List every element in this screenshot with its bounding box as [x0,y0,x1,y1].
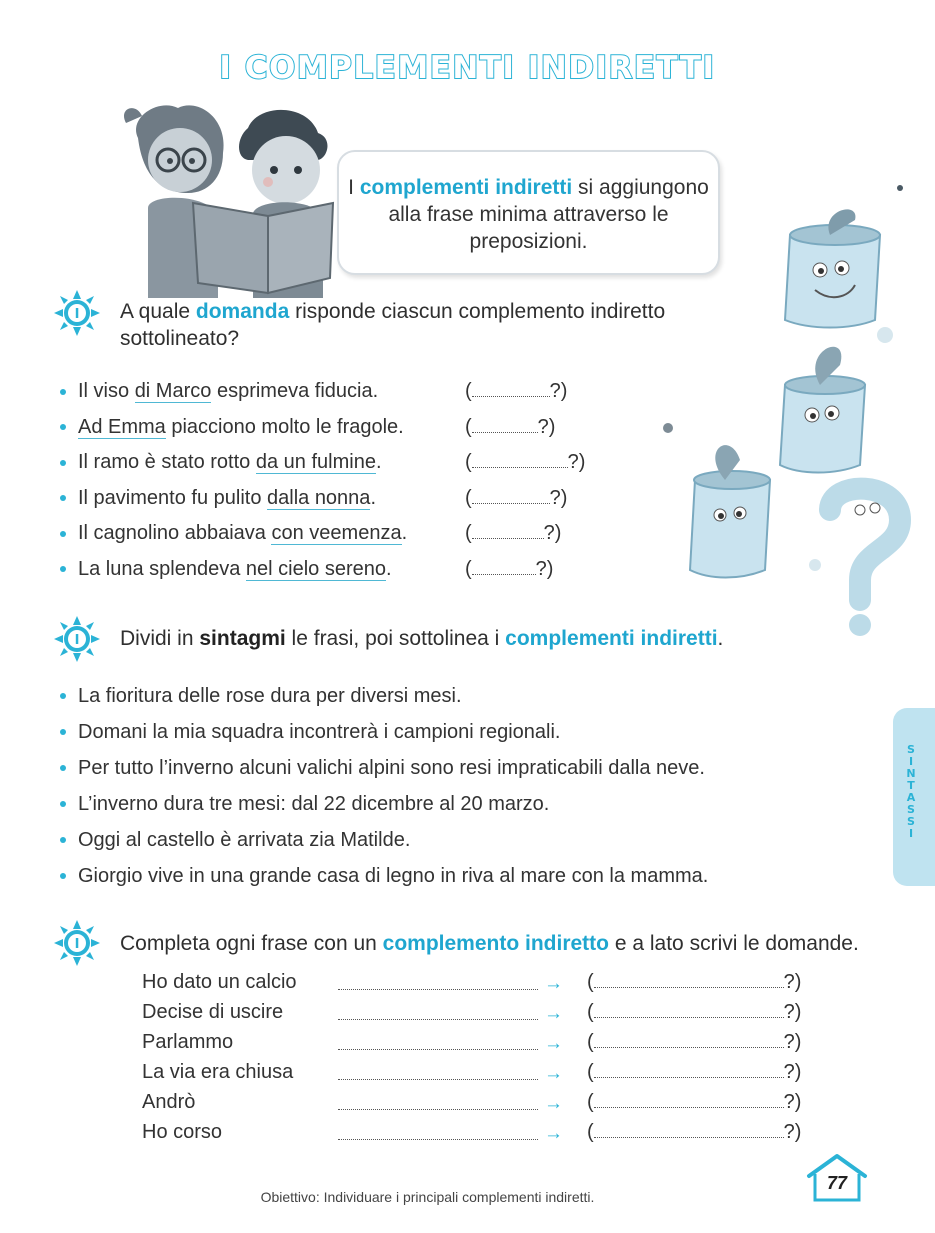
answer-blank[interactable] [465,481,567,517]
answer-blank[interactable] [465,445,585,481]
instr-keyword: complemento indiretto [382,932,610,955]
page-title: I COMPLEMENTI INDIRETTI [219,50,716,86]
instr-text: Completa ogni frase con un [120,932,383,955]
sentence-start: Parlammo [142,1031,234,1053]
side-tab-letter: A [906,791,916,804]
list-item: L’inverno dura tre mesi: dal 22 dicembre al 20 marzo. [60,786,860,822]
list-item [60,481,640,517]
paint-can-character-icon [690,445,770,577]
side-tab-letter: S [907,743,915,756]
list-item: Oggi al castello è arrivata zia Matilde. [60,822,860,858]
side-tab-letter: S [907,815,915,828]
bubble-suffix: si aggiungono alla frase minima attraverso le preposizioni. [388,176,709,253]
dotted-line[interactable] [472,558,536,575]
side-tab-letter: I [908,827,914,840]
paint-can-character-icon [785,209,880,327]
open-paren: ( [587,1091,594,1113]
paint-can-character-icon [780,347,865,473]
side-tab-letter: I [908,755,914,768]
footer-objective: Obiettivo: Individuare i principali complementi indiretti. [260,1189,595,1205]
underlined-complement: da un fulmine [255,451,376,473]
exercise-sun-icon [54,290,100,336]
sentence-text: Il cagnolino abbaiava [78,522,272,544]
arrow-right-icon: → [544,1033,563,1054]
answer-blank[interactable] [465,516,561,552]
arrow-right-icon: → [544,1093,563,1114]
dotted-line[interactable] [594,1001,784,1018]
sentence-text: . [401,522,408,544]
sentence-text: Il pavimento fu pulito [78,486,267,509]
answer-blank[interactable] [465,374,567,410]
question-blank[interactable] [587,1031,801,1054]
list-item [60,445,640,481]
sentence-text: La luna splendeva [78,557,246,580]
kids-reading-illustration [118,98,368,298]
underlined-complement: di Marco [134,380,212,402]
instr-text: e a lato scrivi le domande. [609,932,859,955]
answer-blank[interactable] [465,552,553,588]
close-paren: ?) [783,1031,802,1053]
underlined-complement: dalla nonna [267,486,371,509]
close-paren: ?) [537,415,556,438]
completion-row [142,1091,812,1121]
instr-text: le frasi, poi sottolinea i [285,627,506,650]
instr-keyword: complementi indiretti [505,627,718,650]
exercise2-list [60,678,860,894]
completion-blank[interactable] [338,1019,538,1020]
svg-text:I: I [74,307,80,322]
arrow-right-icon: → [544,973,563,994]
instr-text: . [717,627,724,650]
question-blank[interactable] [587,1121,801,1144]
question-blank[interactable] [587,1061,801,1084]
exercise-sun-icon [54,920,100,966]
instr-keyword: domanda [195,300,290,323]
open-paren: ( [465,557,472,580]
close-paren: ?) [535,557,554,580]
open-paren: ( [587,1031,594,1053]
bubble-prefix: I [348,176,360,199]
exercise1-list [60,374,640,587]
dotted-line[interactable] [472,380,550,397]
sentence-text: Il ramo è stato rotto [78,451,256,473]
open-paren: ( [587,1121,594,1143]
completion-blank[interactable] [338,1139,538,1140]
open-paren: ( [587,1001,594,1023]
close-paren: ?) [783,971,802,993]
sentence-start: Andrò [142,1091,196,1113]
completion-row [142,1031,812,1061]
sentence-text: esprimeva fiducia. [211,380,379,402]
bubble-keyword: complementi indiretti [359,176,573,199]
dotted-line[interactable] [594,1061,784,1078]
side-tab-letter: S [907,803,915,816]
close-paren: ?) [543,522,562,544]
dotted-line[interactable] [472,416,538,433]
underlined-complement: con veemenza [271,522,402,544]
page-number-badge [805,1152,869,1204]
side-tab-letter: T [907,779,915,792]
paint-cans-illustration [660,180,930,640]
exercise2-instruction [120,625,820,652]
sentence-start: Ho corso [142,1121,223,1143]
sentence-text: piacciono molto le fragole. [165,415,404,438]
svg-text:I: I [74,633,80,648]
question-mark-character-icon [830,489,900,636]
completion-row [142,971,812,1001]
question-blank[interactable] [587,1001,801,1024]
list-item [60,410,640,446]
instr-text: risponde ciascun complemento indiretto sottolineato? [120,300,666,350]
completion-blank[interactable] [338,1049,538,1050]
dotted-line[interactable] [472,451,568,468]
arrow-right-icon: → [544,1063,563,1084]
open-paren: ( [465,415,472,438]
side-tab-label [903,744,919,840]
dotted-line[interactable] [594,1031,784,1048]
list-item [60,516,640,552]
list-item [60,552,640,588]
completion-row [142,1061,812,1091]
completion-row [142,1121,812,1151]
side-tab-letter: N [906,767,916,780]
instr-text: Dividi in [120,627,200,650]
dotted-line[interactable] [472,487,550,504]
list-item [60,374,640,410]
svg-text:I: I [74,937,80,952]
list-item: La fioritura delle rose dura per diversi mesi. [60,678,860,714]
close-paren: ?) [783,1061,802,1083]
dotted-line[interactable] [472,522,544,539]
arrow-right-icon: → [544,1003,563,1024]
section-side-tab [893,708,935,886]
dotted-line[interactable] [594,971,784,988]
completion-row [142,1001,812,1031]
close-paren: ?) [783,1121,802,1143]
open-paren: ( [587,971,594,993]
open-paren: ( [465,380,472,402]
completion-blank[interactable] [338,1109,538,1110]
instr-text: A quale [120,300,196,323]
arrow-right-icon: → [544,1123,563,1144]
exercise3-table [142,971,812,1151]
completion-blank[interactable] [338,989,538,990]
question-blank[interactable] [587,1091,801,1114]
question-blank[interactable] [587,971,801,994]
close-paren: ?) [567,451,586,473]
page-number: 77 [826,1173,848,1193]
answer-blank[interactable] [465,410,555,446]
sentence-start: Decise di uscire [142,1001,284,1023]
list-item: Per tutto l’inverno alcuni valichi alpini sono resi impraticabili dalla neve. [60,750,860,786]
sentence-start: Ho dato un calcio [142,971,297,993]
underlined-complement: Ad Emma [78,415,166,438]
dotted-line[interactable] [594,1091,784,1108]
underlined-complement: nel cielo sereno [245,557,387,580]
instr-keyword: sintagmi [199,627,286,650]
close-paren: ?) [783,1001,802,1023]
sentence-text: . [375,451,382,473]
open-paren: ( [465,522,472,544]
list-item: Giorgio vive in una grande casa di legno in riva al mare con la mamma. [60,858,860,894]
sentence-text: . [370,486,376,509]
exercise-sun-icon [54,616,100,662]
sentence-text: Il viso [78,380,135,402]
exercise3-instruction [120,930,900,957]
open-paren: ( [465,451,472,473]
close-paren: ?) [549,380,568,402]
dotted-line[interactable] [594,1121,784,1138]
list-item: Domani la mia squadra incontrerà i campioni regionali. [60,714,860,750]
exercise1-instruction [120,298,740,352]
close-paren: ?) [549,486,568,509]
sentence-start: La via era chiusa [142,1061,294,1083]
close-paren: ?) [783,1091,802,1113]
open-paren: ( [465,486,472,509]
sentence-text: . [386,557,392,580]
completion-blank[interactable] [338,1079,538,1080]
open-paren: ( [587,1061,594,1083]
